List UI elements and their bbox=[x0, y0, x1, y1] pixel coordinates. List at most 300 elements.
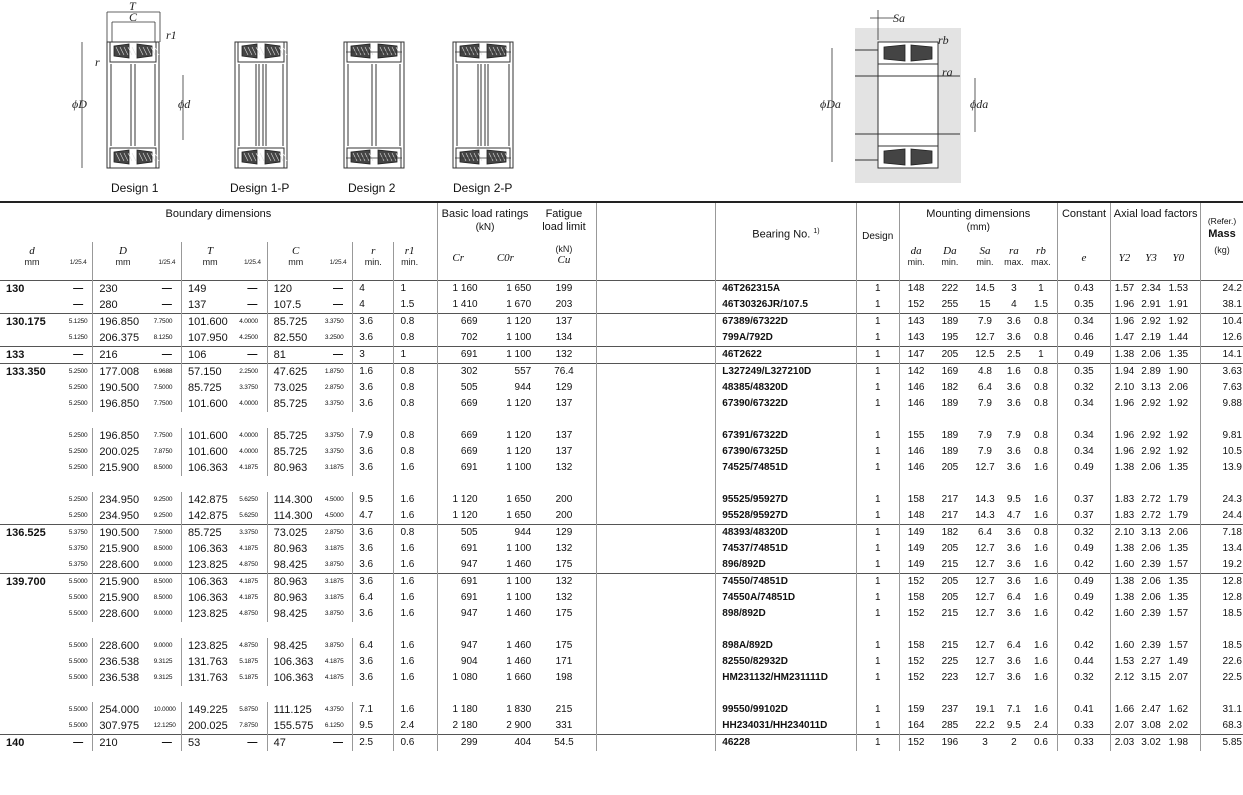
cell-t: 85.725 bbox=[182, 524, 239, 541]
cell-no: 67389/67322D bbox=[716, 313, 856, 330]
cell-no: 46228 bbox=[716, 734, 856, 751]
cell-c: 73.025 bbox=[267, 524, 324, 541]
cell-di: 8.5000 bbox=[153, 541, 182, 557]
cell-c: 47 bbox=[267, 734, 324, 751]
col-Y2: Y2 bbox=[1118, 252, 1131, 264]
cell-ci: 2.8750 bbox=[324, 524, 353, 541]
cell-spacer bbox=[1192, 590, 1200, 606]
cell-di: 5.3750 bbox=[64, 557, 93, 574]
cell-mass: 18.5 bbox=[1222, 607, 1242, 619]
cell-r: 3.6 bbox=[353, 444, 394, 460]
cell-y0: 1.35 bbox=[1168, 591, 1189, 603]
cell-spacer bbox=[1192, 297, 1200, 314]
cell-ti: — bbox=[238, 297, 267, 314]
row-gap bbox=[0, 622, 1243, 638]
bearing-diagrams bbox=[0, 0, 1243, 200]
cell-spacer bbox=[1192, 346, 1200, 363]
cell-r: 3.6 bbox=[353, 573, 394, 590]
cell-di: 5.5000 bbox=[64, 702, 93, 718]
cell-cu: 200 bbox=[532, 508, 596, 525]
cell-d: 196.850 bbox=[99, 397, 140, 410]
cell-y3: 2.39 bbox=[1141, 639, 1161, 651]
col-Cu: (kN) Cu bbox=[532, 242, 596, 280]
cell-mass: 24.2 bbox=[1201, 280, 1243, 297]
cell-y2: 2.07 bbox=[1114, 719, 1135, 731]
cell-d: 215.900 bbox=[93, 573, 153, 590]
col-T: T mm bbox=[202, 245, 218, 267]
label-r: r bbox=[95, 55, 100, 69]
cell-ra: 3.6 bbox=[1006, 397, 1021, 409]
cell-di: 9.2500 bbox=[153, 492, 182, 508]
cell-cr: 904 bbox=[460, 655, 478, 667]
col-ra: ra max. bbox=[1004, 245, 1024, 267]
cell-spacer bbox=[425, 460, 437, 476]
cell-c0r: 1 460 bbox=[506, 655, 532, 667]
cell-ci: 3.2500 bbox=[324, 330, 353, 347]
cell-cu: 132 bbox=[532, 590, 596, 606]
cell-c0r: 1 830 bbox=[506, 703, 532, 715]
cell-da: 215 bbox=[941, 639, 959, 651]
cell-ti: 4.8750 bbox=[238, 557, 267, 574]
cell-spacer bbox=[1192, 508, 1200, 525]
cell-rb: 1.6 bbox=[1025, 557, 1057, 574]
cell-spacer bbox=[596, 428, 716, 444]
cell-ti: — bbox=[238, 280, 267, 297]
cell-y0: 1.57 bbox=[1168, 558, 1189, 570]
cell-y3: 2.06 bbox=[1138, 346, 1165, 363]
mounting-header: Mounting dimensions (mm) bbox=[899, 202, 1057, 242]
roller bbox=[137, 44, 152, 58]
cell-d: 228.600 bbox=[99, 607, 140, 620]
table-row bbox=[0, 396, 1243, 412]
cell-mass: 7.18 bbox=[1201, 524, 1243, 541]
cell-des: 1 bbox=[856, 573, 899, 590]
cell-y3: 2.27 bbox=[1141, 655, 1161, 667]
cell-spacer bbox=[425, 280, 437, 297]
cell-cu: 134 bbox=[532, 330, 596, 347]
col-D: D mm bbox=[115, 245, 131, 267]
cell-r: 3.6 bbox=[353, 670, 394, 686]
cell-spacer bbox=[425, 346, 437, 363]
cell-sa: 12.5 bbox=[967, 346, 1002, 363]
cell-ti: 4.0000 bbox=[238, 428, 267, 444]
cell-r: 9.5 bbox=[353, 718, 394, 735]
roller bbox=[242, 150, 257, 164]
cell-e: 0.49 bbox=[1057, 590, 1111, 606]
cell-ra: 3.6 bbox=[1006, 542, 1021, 554]
cell-ci: 4.1875 bbox=[324, 654, 353, 670]
table-row bbox=[0, 734, 1243, 751]
cell-t: 131.763 bbox=[188, 671, 228, 684]
cell-mass: 12.6 bbox=[1222, 331, 1242, 343]
roller bbox=[884, 45, 905, 61]
cell-d: 177.008 bbox=[93, 363, 153, 380]
cell-spacer bbox=[596, 508, 716, 525]
cell-spacer bbox=[596, 734, 716, 751]
cell-y0: 1.92 bbox=[1168, 429, 1189, 441]
col-Da: Da min. bbox=[941, 245, 959, 267]
cell-mass: 68.3 bbox=[1222, 719, 1242, 731]
cell-c0r: 2 900 bbox=[506, 719, 532, 731]
cell-rb: 1.6 bbox=[1025, 492, 1057, 508]
cell-r1: 1.6 bbox=[400, 493, 415, 505]
cell-ci: — bbox=[324, 297, 353, 314]
cell-spacer bbox=[425, 718, 437, 735]
cell-des: 1 bbox=[856, 654, 899, 670]
cell-d: 196.850 bbox=[93, 313, 153, 330]
cell-c: 120 bbox=[267, 280, 324, 297]
cell-spacer bbox=[596, 396, 716, 412]
cell-da: 148 bbox=[899, 280, 932, 297]
cell-e: 0.49 bbox=[1057, 541, 1111, 557]
cell-r1: 1 bbox=[394, 346, 425, 363]
cell-no: L327249/L327210D bbox=[716, 363, 856, 380]
cell-y0: 2.06 bbox=[1168, 381, 1189, 393]
cell-ra: 3.6 bbox=[1006, 445, 1021, 457]
cell-des: 1 bbox=[856, 524, 899, 541]
cell-spacer bbox=[1192, 492, 1200, 508]
cell-y2: 1.38 bbox=[1114, 591, 1135, 603]
cell-sa: 12.7 bbox=[975, 542, 995, 554]
cell-y2: 1.38 bbox=[1114, 461, 1135, 473]
cell-da: 148 bbox=[907, 509, 925, 521]
boundary-header: Boundary dimensions bbox=[0, 202, 437, 242]
cell-c0r: 1 120 bbox=[506, 397, 532, 409]
cell-c0r: 1 120 bbox=[506, 445, 532, 457]
cell-spacer bbox=[1192, 313, 1200, 330]
cell-c0r: 1 650 bbox=[506, 493, 532, 505]
cell-ci: — bbox=[324, 346, 353, 363]
cell-e: 0.49 bbox=[1057, 573, 1111, 590]
cell-mass: 14.1 bbox=[1201, 346, 1243, 363]
cell-e: 0.35 bbox=[1057, 297, 1111, 314]
cell-spacer bbox=[1192, 654, 1200, 670]
cell-rb: 1.6 bbox=[1025, 606, 1057, 622]
cell-c0r: 1 120 bbox=[506, 429, 532, 441]
cell-cr: 1 120 bbox=[452, 493, 478, 505]
cell-cu: 203 bbox=[532, 297, 596, 314]
cell-r: 2.5 bbox=[353, 734, 394, 751]
cell-r1: 1.6 bbox=[400, 461, 415, 473]
cell-mass: 13.4 bbox=[1222, 542, 1242, 554]
cell-ra: 3.6 bbox=[1006, 558, 1021, 570]
roller bbox=[911, 45, 932, 61]
cell-y0: 1.92 bbox=[1168, 397, 1189, 409]
col-D-inch: 1/25.4 bbox=[153, 242, 182, 280]
header-row-2 bbox=[0, 242, 1243, 280]
cell-r: 3.6 bbox=[353, 313, 394, 330]
cell-spacer bbox=[596, 380, 716, 396]
cell-des: 1 bbox=[856, 734, 899, 751]
cell-d: 196.850 bbox=[99, 429, 140, 442]
table-row bbox=[0, 428, 1243, 444]
cell-y0: 2.02 bbox=[1168, 719, 1189, 731]
cell-mass: 10.5 bbox=[1222, 445, 1242, 457]
cell-y0: 2.07 bbox=[1168, 671, 1189, 683]
table-row bbox=[0, 541, 1243, 557]
cell-des: 1 bbox=[856, 508, 899, 525]
cell-c: 85.725 bbox=[267, 313, 324, 330]
cell-no: 74525/74851D bbox=[716, 460, 856, 476]
cell-di: 5.5000 bbox=[64, 590, 93, 606]
cell-rb: 1.6 bbox=[1025, 573, 1057, 590]
col-blank bbox=[596, 242, 716, 280]
cell-r: 7.9 bbox=[353, 428, 394, 444]
cell-r1: 0.8 bbox=[400, 381, 415, 393]
cell-di: — bbox=[153, 297, 182, 314]
cell-t: 53 bbox=[182, 734, 239, 751]
cell-r: 9.5 bbox=[353, 492, 394, 508]
cell-cu: 199 bbox=[532, 280, 596, 297]
cell-rb: 0.8 bbox=[1025, 330, 1057, 347]
table-row bbox=[0, 346, 1243, 363]
cell-spacer bbox=[596, 492, 716, 508]
cell-cr: 702 bbox=[460, 331, 478, 343]
cell-no: 99550/99102D bbox=[716, 702, 856, 718]
cell-cu: 137 bbox=[532, 396, 596, 412]
cell-spacer bbox=[425, 524, 437, 541]
cell-cr: 691 bbox=[460, 461, 478, 473]
cell-di: 5.2500 bbox=[64, 460, 93, 476]
cell-c: 80.963 bbox=[273, 542, 308, 555]
cell-r: 7.1 bbox=[353, 702, 394, 718]
cell-spacer bbox=[596, 606, 716, 622]
cell-cr: 947 bbox=[460, 558, 478, 570]
cell-y3: 2.47 bbox=[1141, 703, 1161, 715]
cell-cu: 171 bbox=[532, 654, 596, 670]
cell-t: 149 bbox=[182, 280, 239, 297]
cell-c: 73.025 bbox=[273, 381, 308, 394]
cell-spacer bbox=[425, 734, 437, 751]
cell-spacer bbox=[425, 444, 437, 460]
cell-y0: 1.35 bbox=[1164, 346, 1192, 363]
cell-y3: 2.06 bbox=[1138, 573, 1165, 590]
roller bbox=[242, 44, 257, 58]
cell-sa: 12.7 bbox=[975, 671, 995, 683]
cell-d bbox=[0, 396, 64, 412]
cell-ti: 5.1875 bbox=[238, 654, 267, 670]
col-C-inch: 1/25.4 bbox=[324, 242, 353, 280]
col-C: C mm bbox=[288, 245, 304, 267]
cell-e: 0.43 bbox=[1057, 280, 1111, 297]
cell-di: — bbox=[64, 346, 93, 363]
cell-d: 236.538 bbox=[99, 671, 140, 684]
cell-cr: 1 410 bbox=[452, 298, 478, 310]
cell-ra: 2 bbox=[1003, 734, 1026, 751]
cell-rb: 1.6 bbox=[1025, 541, 1057, 557]
cell-c: 80.963 bbox=[267, 573, 324, 590]
cell-mass: 31.1 bbox=[1222, 703, 1242, 715]
cell-des: 1 bbox=[856, 297, 899, 314]
cell-da: 159 bbox=[907, 703, 925, 715]
cell-d: 228.600 bbox=[99, 558, 140, 571]
cell-sa: 12.7 bbox=[975, 461, 995, 473]
cell-spacer bbox=[596, 702, 716, 718]
cell-y2: 1.53 bbox=[1114, 655, 1135, 667]
cell-d: 215.900 bbox=[99, 542, 140, 555]
cell-cu: 200 bbox=[532, 492, 596, 508]
cell-y2: 1.60 bbox=[1114, 607, 1135, 619]
cell-ci: 1.8750 bbox=[324, 363, 353, 380]
cell-d bbox=[0, 654, 64, 670]
cell-spacer bbox=[1192, 718, 1200, 735]
cell-da: 215 bbox=[941, 607, 959, 619]
cell-y2: 1.96 bbox=[1111, 313, 1138, 330]
cell-ti: — bbox=[238, 346, 267, 363]
cell-di: 9.0000 bbox=[153, 638, 182, 654]
cell-c: 107.5 bbox=[273, 298, 302, 311]
cell-ci: 4.5000 bbox=[324, 492, 353, 508]
cell-da: 143 bbox=[899, 313, 932, 330]
cell-d: 254.000 bbox=[99, 703, 140, 716]
cell-r1: 1.6 bbox=[400, 655, 415, 667]
col-d-inch: 1/25.4 bbox=[64, 242, 93, 280]
cell-di: 5.3750 bbox=[64, 541, 93, 557]
cell-d bbox=[0, 444, 64, 460]
cell-y2: 1.38 bbox=[1111, 573, 1138, 590]
cell-sa: 12.7 bbox=[975, 591, 995, 603]
cell-ti: — bbox=[238, 734, 267, 751]
cell-spacer bbox=[1192, 396, 1200, 412]
cell-cr: 1 160 bbox=[437, 280, 478, 297]
cell-y2: 1.60 bbox=[1114, 558, 1135, 570]
label-C: C bbox=[129, 10, 138, 24]
cell-di: — bbox=[64, 280, 93, 297]
cell-des: 1 bbox=[856, 330, 899, 347]
cell-ra: 3.6 bbox=[1003, 524, 1026, 541]
cell-cr: 302 bbox=[437, 363, 478, 380]
cell-d: 206.375 bbox=[99, 331, 140, 344]
cell-no: 74550A/74851D bbox=[716, 590, 856, 606]
cell-r1: 1.6 bbox=[400, 671, 415, 683]
cell-y2: 1.38 bbox=[1111, 346, 1138, 363]
cell-mass: 22.5 bbox=[1222, 671, 1242, 683]
cell-sa: 12.7 bbox=[975, 655, 995, 667]
cell-da: 189 bbox=[941, 397, 959, 409]
table-row bbox=[0, 330, 1243, 347]
cell-di: — bbox=[153, 734, 182, 751]
cell-ti: 4.1875 bbox=[238, 590, 267, 606]
cell-y0: 1.35 bbox=[1164, 573, 1192, 590]
cell-c: 82.550 bbox=[273, 331, 308, 344]
cell-e: 0.42 bbox=[1057, 557, 1111, 574]
cell-t: 106 bbox=[182, 346, 239, 363]
cell-e: 0.34 bbox=[1057, 428, 1111, 444]
cell-t: 123.825 bbox=[188, 607, 228, 620]
cell-t: 85.725 bbox=[188, 381, 222, 394]
cell-spacer bbox=[596, 297, 716, 314]
cell-des: 1 bbox=[856, 557, 899, 574]
bearing-no-header: Bearing No. $^{1)}$ bbox=[716, 202, 856, 280]
cell-di: 7.5000 bbox=[153, 380, 182, 396]
cell-di: 12.1250 bbox=[153, 718, 182, 735]
cell-y0: 1.79 bbox=[1168, 493, 1189, 505]
cell-rb: 2.4 bbox=[1025, 718, 1057, 735]
cell-spacer bbox=[1192, 460, 1200, 476]
col-C0r: C0r bbox=[496, 252, 514, 264]
cell-spacer bbox=[425, 428, 437, 444]
cell-y2: 1.66 bbox=[1114, 703, 1135, 715]
cell-ci: 3.8750 bbox=[324, 638, 353, 654]
cell-cu: 132 bbox=[532, 346, 596, 363]
cell-da: 158 bbox=[907, 591, 925, 603]
table-row bbox=[0, 638, 1243, 654]
cell-spacer bbox=[425, 297, 437, 314]
fatigue-header: Fatigue load limit bbox=[532, 202, 596, 242]
cell-spacer bbox=[425, 670, 437, 686]
cell-c: 85.725 bbox=[273, 429, 308, 442]
cell-c0r: 557 bbox=[479, 363, 533, 380]
cell-e: 0.34 bbox=[1057, 396, 1111, 412]
cell-y2: 1.57 bbox=[1111, 280, 1138, 297]
cell-ra: 3.6 bbox=[1003, 313, 1026, 330]
cell-c: 114.300 bbox=[273, 493, 313, 506]
cell-y3: 2.39 bbox=[1141, 607, 1161, 619]
cell-spacer bbox=[1192, 428, 1200, 444]
cell-no: 67390/67322D bbox=[716, 396, 856, 412]
cell-e: 0.33 bbox=[1057, 734, 1111, 751]
cell-r: 3.6 bbox=[353, 524, 394, 541]
cell-sa: 3 bbox=[967, 734, 1002, 751]
cell-no: 46T2622 bbox=[716, 346, 856, 363]
cell-y0: 1.49 bbox=[1168, 655, 1189, 667]
col-e: e bbox=[1057, 242, 1111, 280]
cell-d: 190.500 bbox=[99, 381, 140, 394]
cell-e: 0.44 bbox=[1057, 654, 1111, 670]
cell-sa: 14.5 bbox=[967, 280, 1002, 297]
cell-ra: 3.6 bbox=[1003, 573, 1026, 590]
cell-r1: 0.8 bbox=[394, 524, 425, 541]
cell-r1: 1.5 bbox=[400, 298, 415, 310]
cell-d: 234.950 bbox=[99, 493, 140, 506]
cell-ti: 5.6250 bbox=[238, 492, 267, 508]
cell-spacer bbox=[425, 702, 437, 718]
cell-mass: 22.6 bbox=[1222, 655, 1242, 667]
cell-c0r: 944 bbox=[514, 381, 532, 393]
cell-no: 898/892D bbox=[716, 606, 856, 622]
design-2-label: Design 2 bbox=[348, 181, 396, 195]
cell-spacer bbox=[425, 557, 437, 574]
table-row bbox=[0, 590, 1243, 606]
table-row bbox=[0, 718, 1243, 735]
cell-sa: 12.7 bbox=[975, 558, 995, 570]
cell-di: 5.5000 bbox=[64, 573, 93, 590]
cell-t: 101.600 bbox=[182, 313, 239, 330]
cell-y3: 2.92 bbox=[1141, 397, 1161, 409]
cell-cu: 175 bbox=[532, 638, 596, 654]
cell-spacer bbox=[596, 557, 716, 574]
cell-d: 133.350 bbox=[0, 363, 64, 380]
cell-y3: 2.39 bbox=[1141, 558, 1161, 570]
cell-ti: 4.0000 bbox=[238, 444, 267, 460]
cell-e: 0.34 bbox=[1057, 444, 1111, 460]
cell-spacer bbox=[425, 573, 437, 590]
cell-c: 98.425 bbox=[273, 558, 308, 571]
cell-ti: 4.1875 bbox=[238, 460, 267, 476]
cell-c: 111.125 bbox=[273, 703, 312, 716]
cell-y0: 1.35 bbox=[1168, 542, 1189, 554]
cell-r: 3.6 bbox=[353, 460, 394, 476]
cell-spacer bbox=[425, 541, 437, 557]
cell-y2: 2.03 bbox=[1111, 734, 1138, 751]
cell-ra: 3.6 bbox=[1006, 671, 1021, 683]
cell-spacer bbox=[596, 638, 716, 654]
cell-da: 146 bbox=[907, 397, 925, 409]
cell-ti: 4.8750 bbox=[238, 606, 267, 622]
roller bbox=[884, 149, 905, 165]
cell-di: 8.5000 bbox=[153, 460, 182, 476]
table-row bbox=[0, 313, 1243, 330]
